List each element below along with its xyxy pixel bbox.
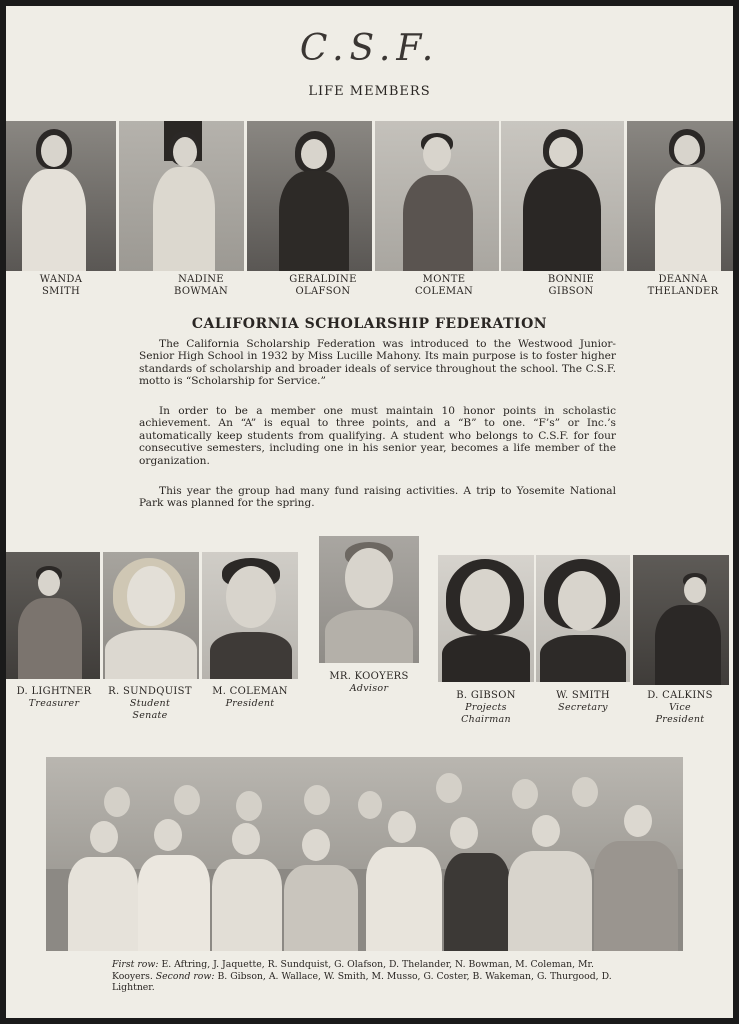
life-member-photo-thelander [627,121,733,271]
officer-photo-smith [536,555,630,682]
life-member-name: BONNIE GIBSON [547,274,595,297]
caption-first-row-label: First row: [112,959,159,970]
article-heading: CALIFORNIA SCHOLARSHIP FEDERATION [191,316,548,332]
life-member-photo-coleman [375,121,499,271]
life-member-photo-bowman [119,121,244,271]
group-photo [46,757,683,951]
page-title: C.S.F. [299,28,440,69]
officer-label: D. LIGHTNER Treasurer [16,686,92,709]
officer-label: W. SMITH Secretary [556,690,610,713]
life-member-name: WANDA SMITH [39,274,83,297]
life-member-photo-olafson [247,121,372,271]
life-member-name: NADINE BOWMAN [173,274,229,297]
group-photo-caption [112,959,612,994]
life-member-photo-gibson [501,121,624,271]
officer-label: R. SUNDQUIST Student Senate [108,686,192,721]
officer-photo-lightner [6,552,100,679]
page-subtitle: LIFE MEMBERS [308,84,431,99]
caption-second-row-label: Second row: [155,970,215,982]
life-member-photo-smith [6,121,116,271]
officer-photo-coleman [202,552,298,679]
article-paragraph: The California Scholarship Federation was introduced to the Westwood Junior-Senior High School in 1932 by Miss Lucille Mahony. Its main purpose is to foster higher standards of scholarship and broader ideals of service throughout the school. The C.S.F. motto is “Scholarship for Service.” [139,338,616,388]
officer-label: D. CALKINS Vice President [647,690,713,725]
officer-photo-calkins [633,555,729,685]
life-member-name: GERALDINE OLAFSON [289,274,357,297]
officer-label: MR. KOOYERS Advisor [329,671,409,694]
yearbook-page [6,6,733,1018]
officer-photo-kooyers [319,536,419,663]
life-member-name: MONTE COLEMAN [414,274,474,297]
article-paragraph: This year the group had many fund raising activities. A trip to Yosemite National Park was planned for the spring. [139,485,616,510]
article-paragraph: In order to be a member one must maintain 10 honor points in scholastic achievement. An “A” is equal to three points, and a “B” to one. “F’s” or Inc.’s automatically keep students from qualifying. A student who belongs to C.S.F. for four consecutive semesters, including one in his senior year, becomes a life member of the organization. [139,405,616,467]
life-member-name: DEANNA THELANDER [647,274,719,297]
caption-second-row-names: B. Gibson, A. Wallace, W. Smith, M. Musso, G. Coster, B. Wakeman, G. Thurgood, D. Lightner. [112,970,612,994]
officer-label: B. GIBSON Projects Chairman [456,690,516,725]
caption-first-row-names: E. Aftring, J. Jaquette, R. Sundquist, G. Olafson, D. Thelander, N. Bowman, M. Coleman, Mr. Kooyers. [112,959,594,982]
officer-photo-sundquist [103,552,199,679]
officer-photo-gibson [438,555,534,682]
officer-label: M. COLEMAN President [212,686,288,709]
